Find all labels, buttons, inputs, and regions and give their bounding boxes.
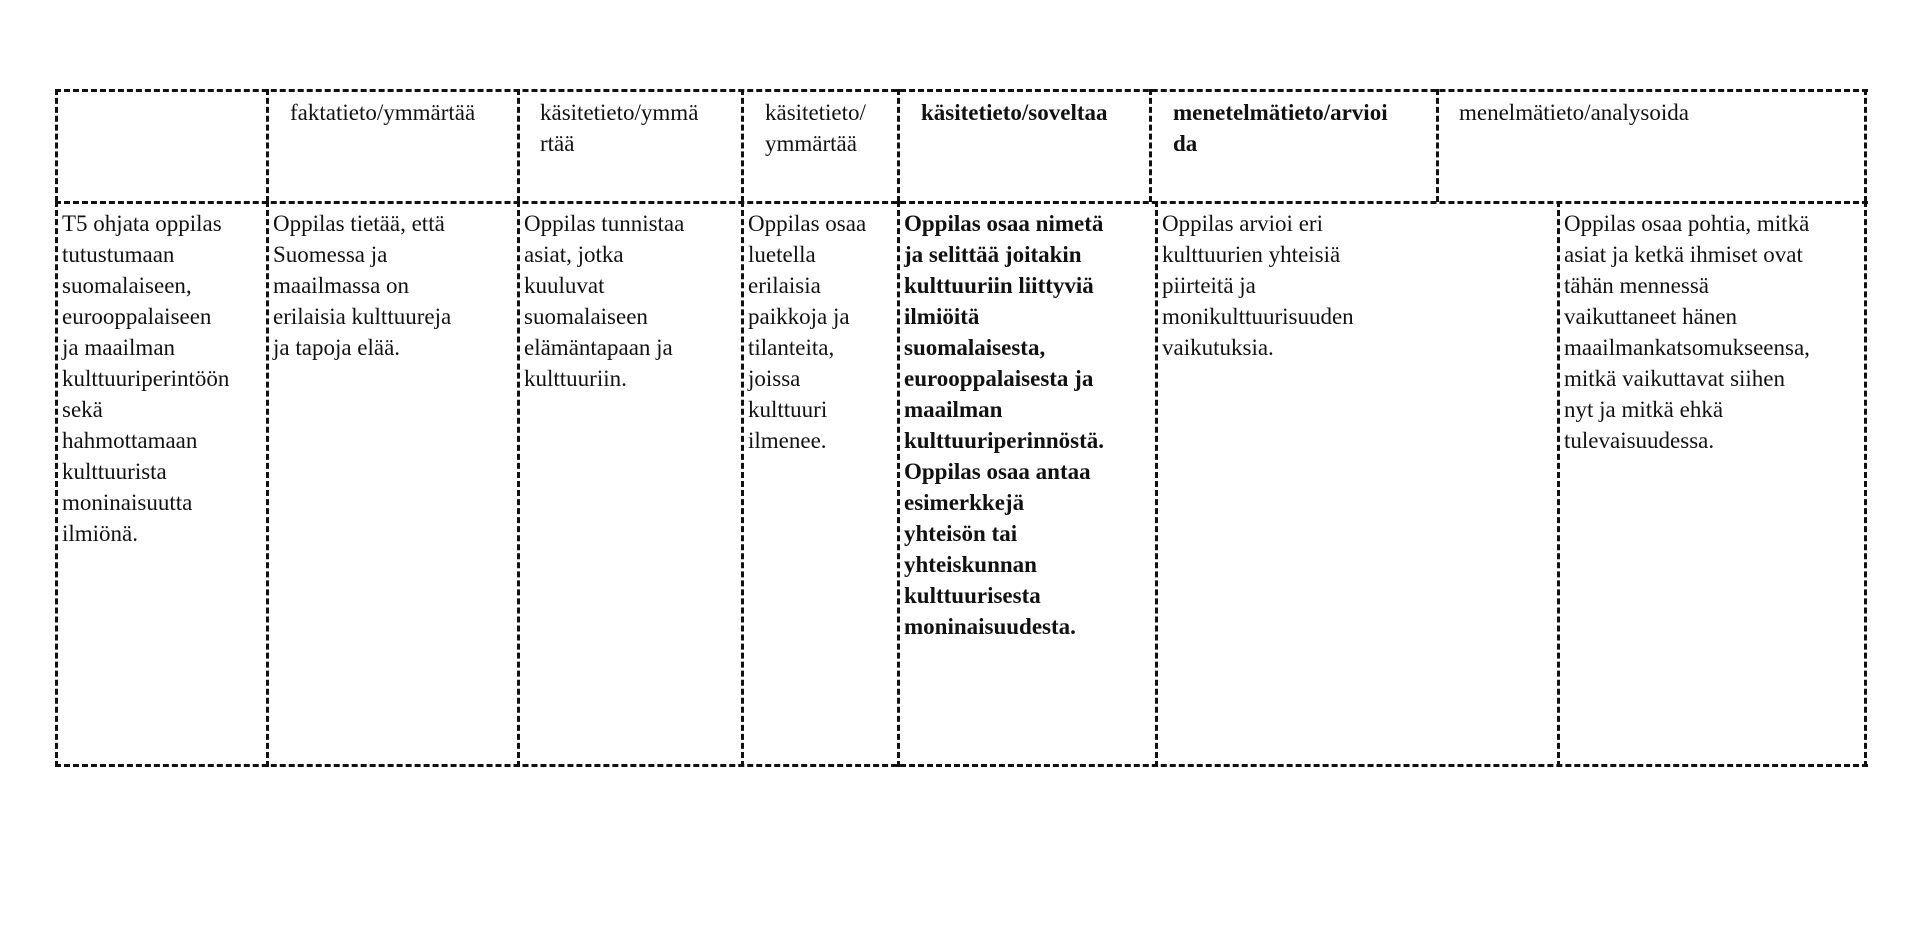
body-column-divider	[266, 201, 269, 767]
header-cell-kasitetieto-ymmartaa-2: käsitetieto/ ymmärtää	[765, 100, 866, 156]
body-column-divider	[741, 201, 744, 767]
header-column-divider	[1864, 89, 1867, 202]
body-column-divider	[897, 201, 900, 767]
header-column-divider	[1436, 89, 1439, 202]
header-column-divider	[897, 89, 900, 202]
header-cell-kasitetieto-soveltaa: käsitetieto/soveltaa	[921, 100, 1108, 125]
header-cell-faktatieto: faktatieto/ymmärtää	[290, 100, 476, 125]
header-cell-menetelmatieto-arvioida: menetelmätieto/arvioi da	[1173, 100, 1388, 156]
body-cell-kasitetieto-ymmartaa-2: Oppilas osaa luetella erilaisia paikkoja ja tilanteita, joissa kulttuuri ilmenee.	[748, 211, 867, 453]
body-cell-kasitetieto-ymmartaa-1: Oppilas tunnistaa asiat, jotka kuuluvat suomalaiseen elämäntapaan ja kulttuuriin.	[524, 211, 685, 391]
body-column-divider	[55, 201, 58, 767]
table-header-divider	[55, 201, 1868, 204]
header-column-divider	[517, 89, 520, 202]
body-cell-kasitetieto-soveltaa: Oppilas osaa nimetä ja selittää joitakin kulttuuriin liittyviä ilmiöitä suomalaisesta, eurooppalaisesta ja maailman kulttuuriperinnöstä. Oppilas osaa antaa esimerkkejä yhteisön tai yhteiskunnan kulttuurisesta moninaisuudesta.	[904, 211, 1105, 639]
header-cell-menelmatieto-analysoida: menelmätieto/analysoida	[1459, 100, 1689, 125]
body-column-divider	[1557, 201, 1560, 767]
body-cell-menelmatieto-analysoida: Oppilas osaa pohtia, mitkä asiat ja ketkä ihmiset ovat tähän mennessä vaikuttaneet hänen maailmankatsomukseensa, mitkä vaikuttavat siihen nyt ja mitkä ehkä tulevaisuudessa.	[1564, 211, 1810, 453]
table-top-border	[55, 89, 1868, 92]
body-cell-menetelmatieto-arvioida: Oppilas arvioi eri kulttuurien yhteisiä piirteitä ja monikulttuurisuuden vaikutuksia.	[1162, 211, 1354, 360]
body-cell-faktatieto: Oppilas tietää, että Suomessa ja maailmassa on erilaisia kulttuureja ja tapoja elää.	[273, 211, 452, 360]
header-column-divider	[1149, 89, 1152, 202]
body-column-divider	[1155, 201, 1158, 767]
body-column-divider	[517, 201, 520, 767]
header-cell-kasitetieto-ymmartaa-1: käsitetieto/ymmä rtää	[540, 100, 699, 156]
body-cell-objective: T5 ohjata oppilas tutustumaan suomalaiseen, eurooppalaiseen ja maailman kulttuuriperintöön sekä hahmottamaan kulttuurista moninaisuutta ilmiönä.	[62, 211, 230, 546]
header-column-divider	[55, 89, 58, 202]
table-bottom-border	[55, 764, 1868, 767]
header-column-divider	[741, 89, 744, 202]
body-column-divider	[1864, 201, 1867, 767]
header-column-divider	[266, 89, 269, 202]
